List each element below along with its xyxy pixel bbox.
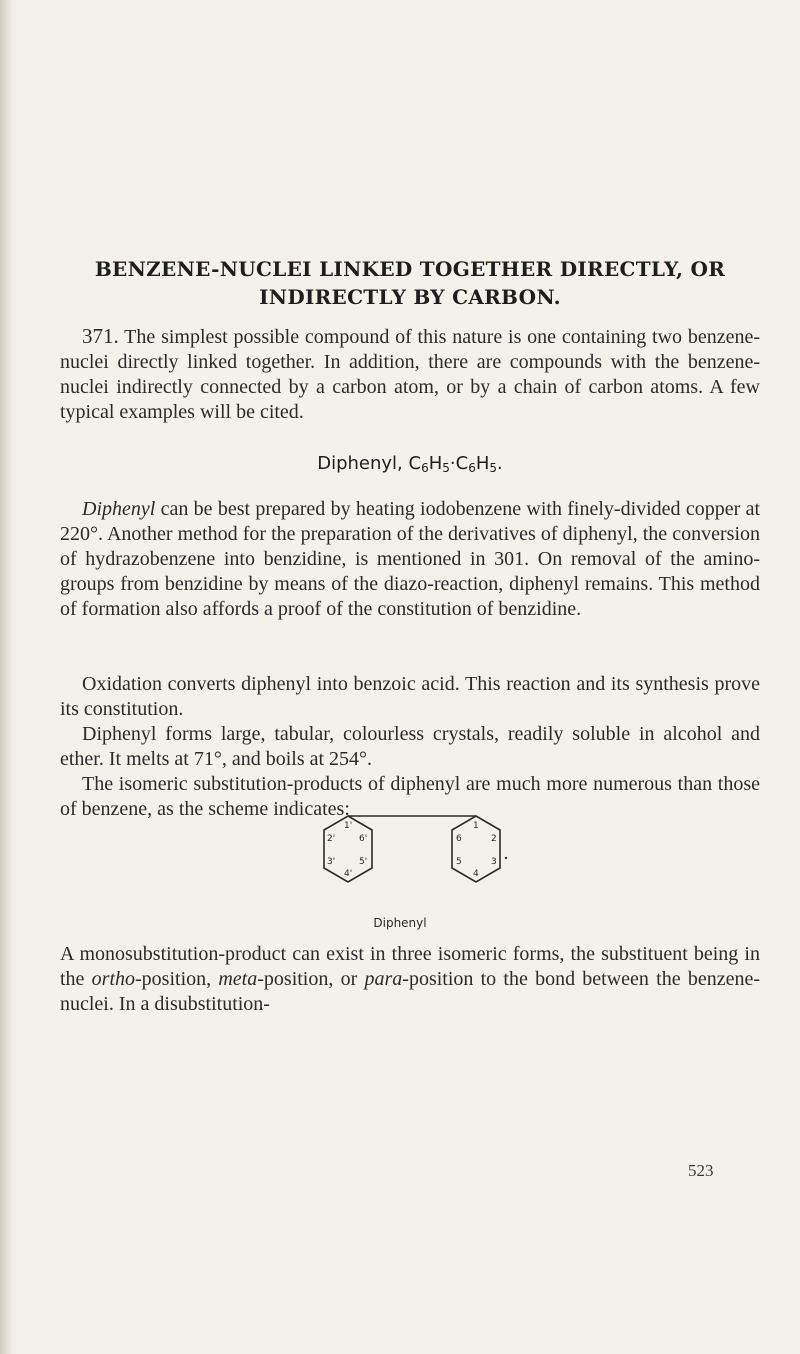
ring-label: 4 [473,869,479,879]
ring-label: 5' [359,857,368,867]
formula-sub: 6 [421,461,429,475]
ring-label: 1' [344,821,353,831]
paragraph-preparation [60,497,760,622]
ring-label: 3' [327,857,336,867]
ring-label: 4' [344,869,353,879]
mono-text-1: A monosubstitution-product can exist in three isomeric forms, the substituent being in the [60,943,760,990]
term-ortho: ortho [91,968,136,990]
formula-dot: · [449,453,456,474]
mono-text-2: -position, [135,968,219,990]
formula-c: C [408,453,422,474]
diphenyl-ring-diagram [300,808,520,918]
ring-label: 1 [473,821,479,831]
formula-h: H [475,453,490,474]
section-heading-line-1: BENZENE-NUCLEI LINKED TOGETHER DIRECTLY, OR [94,257,726,281]
print-dot [505,857,507,859]
paragraph-371-text: The simplest possible compound of this nature is one containing two benzene-nuclei directly linked together. In addition, there are compounds with the benzene-nuclei indirectly connected by a carbon atom, or by a chain of carbon atoms. A few typical examples will be cited. [60,326,760,423]
formula-h: H [428,453,443,474]
mono-text-4: -position to the bond between the benzene-nuclei. In a disubstitution- [60,968,760,1015]
formula-sub: 5 [489,461,498,475]
ring-label: 3 [491,857,497,867]
formula-c: C [455,453,469,474]
paragraph-371 [60,324,760,425]
paragraph-properties: Diphenyl forms large, tabular, colourless crystals, readily soluble in alcohol and ether. It melts at 71°, and boils at 254°. [60,723,760,770]
page-number: 523 [688,1161,714,1180]
ring-label: 5 [456,857,462,867]
ring-label: 6' [359,834,368,844]
section-number: 371. [82,324,119,348]
paragraph-isomeric: The isomeric substitution-products of diphenyl are much more numerous than those of benzene, as the scheme indicates: [60,773,760,820]
term-diphenyl: Diphenyl [82,498,156,520]
mono-text-3: -position, or [257,968,365,990]
formula-sub: 6 [468,461,476,475]
formula-sub: 5 [442,461,450,475]
diagram-caption: Diphenyl [373,916,427,930]
ring-label: 6 [456,834,462,844]
ring-label: 2 [491,834,497,844]
ring-label: 2' [327,834,336,844]
page-edge-shadow [0,0,14,1354]
section-heading-line-2: INDIRECTLY BY CARBON. [259,285,561,309]
subheading-label: Diphenyl, [317,453,409,474]
paragraph-preparation-text: can be best prepared by heating iodobenzene with finely-divided copper at 220°. Another method for the preparation of the derivatives of diphenyl, the conversion of hydrazobenzene into benzidine, is mentioned in 301. On removal of the amino-groups from benzidine by means of the diazo-reaction, diphenyl remains. This method of formation also affords a proof of the constitution of benzidine. [60,498,760,620]
formula-end: . [497,453,503,474]
term-meta: meta [218,968,258,990]
term-para: para [364,968,403,990]
subheading-diphenyl [60,452,760,476]
paragraph-oxidation: Oxidation converts diphenyl into benzoic acid. This reaction and its synthesis prove its constitution. [60,673,760,720]
paragraph-monosubstitution [60,942,760,1017]
